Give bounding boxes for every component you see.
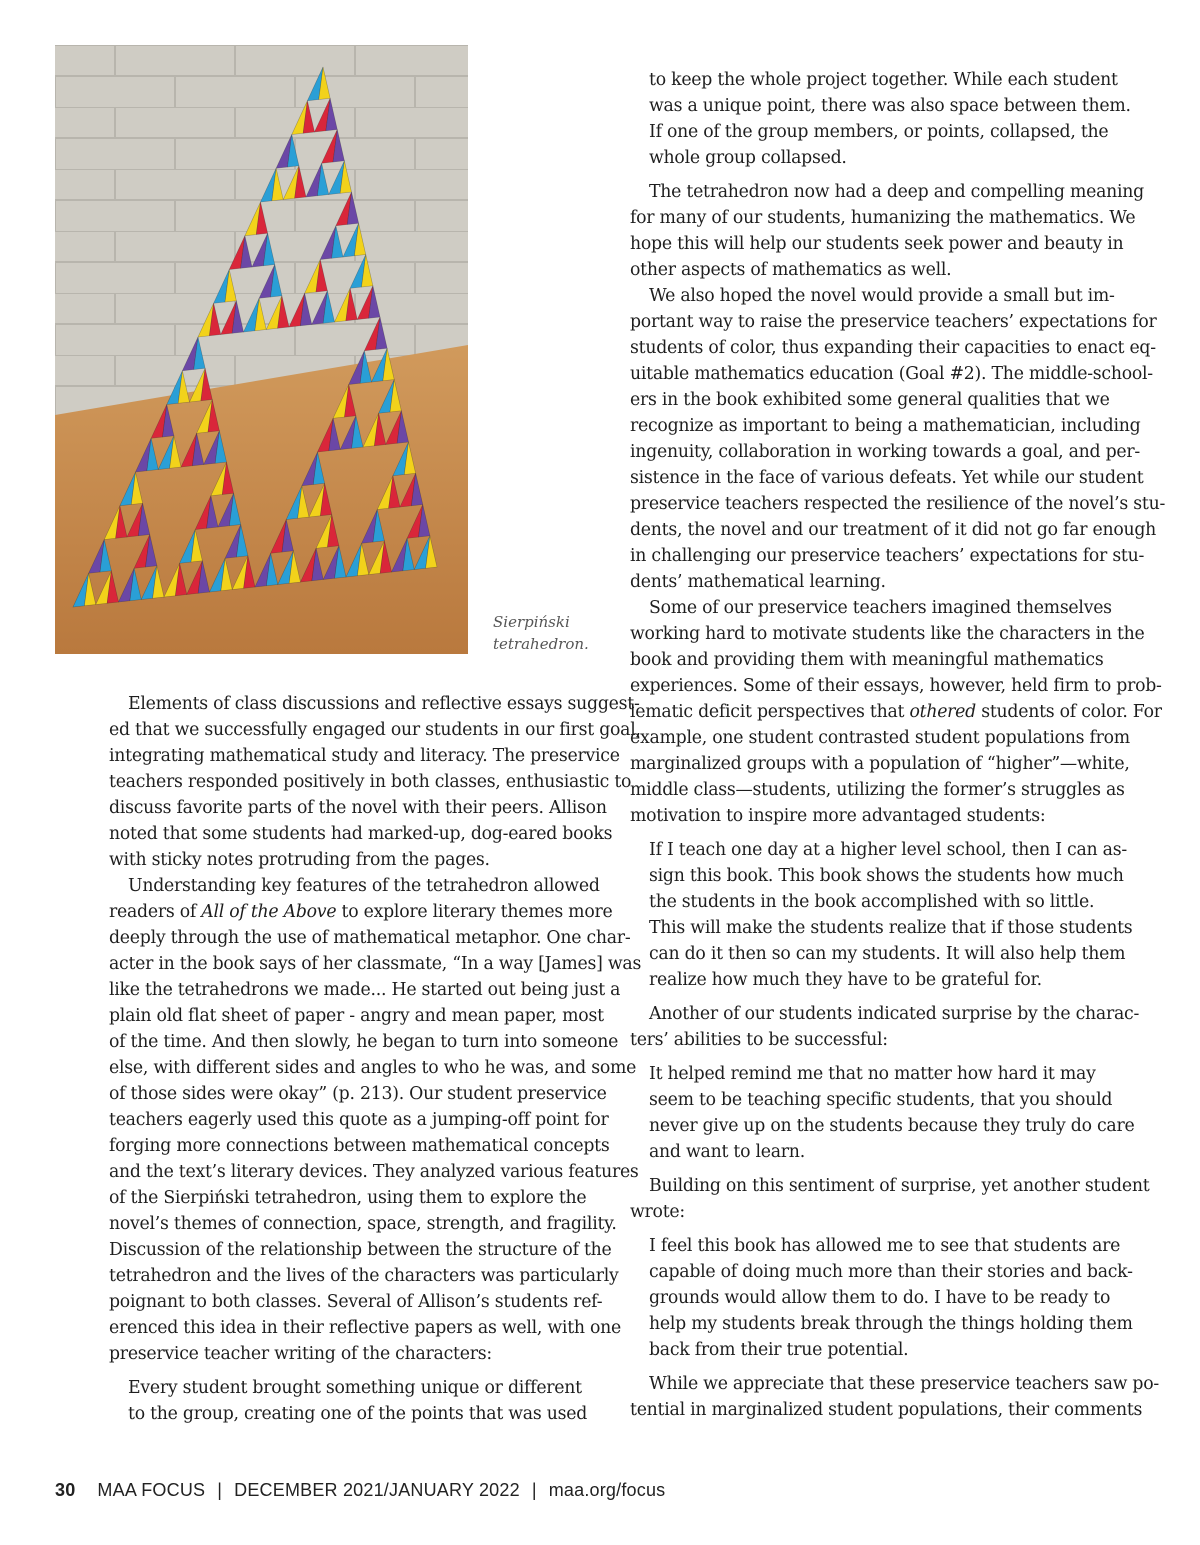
text-line: readers of All of the Above to explore literary themes more — [109, 902, 613, 922]
paragraph — [630, 1001, 1140, 1053]
text-line: students of color, thus expanding their capacities to enact eq- — [630, 338, 1156, 358]
text-line: other aspects of mathematics as well. — [630, 260, 952, 280]
text-line: integrating mathematical study and literacy. The preservice — [109, 746, 620, 766]
text-line: can do it then so can my students. It will also help them — [649, 944, 1126, 964]
block-quote — [630, 1233, 1133, 1363]
text-line: sistence in the face of various defeats. Yet while our student — [630, 468, 1144, 488]
text-line: else, with different sides and angles to who he was, and some — [109, 1058, 637, 1078]
text-line: It helped remind me that no matter how hard it may — [649, 1064, 1096, 1084]
block-quote — [630, 1061, 1135, 1165]
paragraph — [630, 283, 1166, 595]
text-line: Every student brought something unique or different — [128, 1378, 582, 1398]
text-line: recognize as important to being a mathematician, including — [630, 416, 1141, 436]
publication-name: MAA FOCUS — [97, 1480, 206, 1500]
paragraph — [630, 179, 1144, 283]
text-line: capable of doing much more than their stories and back- — [649, 1262, 1133, 1282]
text-line: in challenging our preservice teachers’ expectations for stu- — [630, 546, 1145, 566]
text-line: Discussion of the relationship between the structure of the — [109, 1240, 612, 1260]
text-line: whole group collapsed. — [649, 148, 847, 168]
text-line: realize how much they have to be grateful for. — [649, 970, 1042, 990]
text-line: teachers eagerly used this quote as a jumping-off point for — [109, 1110, 609, 1130]
text-line: acter in the book says of her classmate, “In a way [James] was — [109, 954, 642, 974]
text-line: was a unique point, there was also space between them. — [649, 96, 1131, 116]
text-line: tetrahedron and the lives of the characters was particularly — [109, 1266, 619, 1286]
paragraph — [630, 1371, 1159, 1423]
text-line: teachers responded positively in both classes, enthusiastic to — [109, 772, 632, 792]
text-line: discuss favorite parts of the novel with their peers. Allison — [109, 798, 607, 818]
text-line: help my students break through the things holding them — [649, 1314, 1133, 1334]
text-line: marginalized groups with a population of “higher”—white, — [630, 754, 1130, 774]
text-line: ers in the book exhibited some general qualities that we — [630, 390, 1110, 410]
paragraph — [630, 1173, 1150, 1225]
text-line: book and providing them with meaningful mathematics — [630, 650, 1104, 670]
block-quote — [630, 67, 1130, 171]
text-line: dents, the novel and our treatment of it did not go far enough — [630, 520, 1157, 540]
text-line: I feel this book has allowed me to see that students are — [649, 1236, 1121, 1256]
text-line: ed that we successfully engaged our students in our first goal, — [109, 720, 641, 740]
text-line: and the text’s literary devices. They analyzed various features — [109, 1162, 639, 1182]
text-line: While we appreciate that these preservice teachers saw po- — [649, 1374, 1159, 1394]
text-line: tential in marginalized student populations, their comments — [630, 1400, 1143, 1420]
text-line: Understanding key features of the tetrahedron allowed — [128, 876, 600, 896]
text-line: motivation to inspire more advantaged students: — [630, 806, 1046, 826]
text-line: grounds would allow them to do. I have to be ready to — [649, 1288, 1111, 1308]
text-line: middle class—students, utilizing the former’s struggles as — [630, 780, 1125, 800]
text-line: sign this book. This book shows the students how much — [649, 866, 1124, 886]
text-line: with sticky notes protruding from the pages. — [109, 850, 490, 870]
text-line: experiences. Some of their essays, however, held firm to prob- — [630, 676, 1162, 696]
right-column — [630, 67, 1166, 1423]
text-line: working hard to motivate students like the characters in the — [630, 624, 1145, 644]
text-line: If one of the group members, or points, collapsed, the — [649, 122, 1109, 142]
text-line: Elements of class discussions and reflective essays suggest- — [128, 694, 640, 714]
issue-date: DECEMBER 2021/JANUARY 2022 — [234, 1480, 520, 1500]
text-line: ters’ abilities to be successful: — [630, 1030, 888, 1050]
text-line: This will make the students realize that if those students — [649, 918, 1133, 938]
text-line: hope this will help our students seek power and beauty in — [630, 234, 1124, 254]
text-line: deeply through the use of mathematical metaphor. One char- — [109, 928, 631, 948]
left-column — [109, 691, 642, 1435]
text-line: preservice teachers respected the resilience of the novel’s stu- — [630, 494, 1166, 514]
text-line: never give up on the students because they truly do care — [649, 1116, 1135, 1136]
text-line: example, one student contrasted student populations from — [630, 728, 1130, 748]
text-line: The tetrahedron now had a deep and compelling meaning — [649, 182, 1144, 202]
text-line: preservice teacher writing of the characters: — [109, 1344, 492, 1364]
figure-caption: Sierpiński tetrahedron. — [493, 613, 589, 653]
text-line: Some of our preservice teachers imagined themselves — [649, 598, 1112, 618]
text-line: Another of our students indicated surprise by the charac- — [649, 1004, 1140, 1024]
paragraph — [109, 691, 641, 873]
text-line: novel’s themes of connection, space, strength, and fragility. — [109, 1214, 617, 1234]
text-line: We also hoped the novel would provide a small but im- — [649, 286, 1115, 306]
text-line: of the time. And then slowly, he began to turn into someone — [109, 1032, 619, 1052]
text-line: seem to be teaching specific students, that you should — [649, 1090, 1113, 1110]
text-line: dents’ mathematical learning. — [630, 572, 886, 592]
text-line: forging more connections between mathematical concepts — [109, 1136, 610, 1156]
text-line: of those sides were okay” (p. 213). Our student preservice — [109, 1084, 607, 1104]
text-line: If I teach one day at a higher level school, then I can as- — [649, 840, 1127, 860]
block-quote — [109, 1375, 609, 1427]
text-line: poignant to both classes. Several of Allison’s students ref- — [109, 1292, 603, 1312]
website-link[interactable]: maa.org/focus — [548, 1480, 666, 1500]
text-line: and want to learn. — [649, 1142, 805, 1162]
text-line: wrote: — [630, 1202, 685, 1222]
text-line: portant way to raise the preservice teachers’ expectations for — [630, 312, 1157, 332]
text-line: lematic deficit perspectives that othered students of color. For — [630, 702, 1162, 722]
text-line: erenced this idea in their reflective papers as well, with one — [109, 1318, 622, 1338]
text-line: uitable mathematics education (Goal #2). The middle-school- — [630, 364, 1153, 384]
text-line: the students in the book accomplished with so little. — [649, 892, 1095, 912]
footer-separator: | — [531, 1480, 537, 1500]
text-line: like the tetrahedrons we made... He started out being just a — [109, 980, 621, 1000]
page-footer — [55, 1480, 665, 1501]
text-line: back from their true potential. — [649, 1340, 909, 1360]
text-line: Building on this sentiment of surprise, yet another student — [649, 1176, 1150, 1196]
block-quote — [630, 837, 1133, 993]
paragraph — [109, 873, 642, 1367]
page-number: 30 — [55, 1480, 76, 1500]
text-line: noted that some students had marked-up, dog-eared books — [109, 824, 613, 844]
text-line: for many of our students, humanizing the mathematics. We — [630, 208, 1136, 228]
text-line: to the group, creating one of the points that was used — [128, 1404, 588, 1424]
footer-separator: | — [217, 1480, 223, 1500]
text-line: to keep the whole project together. While each student — [649, 70, 1118, 90]
text-line: ingenuity, collaboration in working towards a goal, and per- — [630, 442, 1140, 462]
text-line: of the Sierpiński tetrahedron, using them to explore the — [109, 1188, 587, 1208]
sierpinski-tetrahedron-photo — [55, 45, 468, 654]
paragraph — [630, 595, 1162, 829]
text-line: plain old flat sheet of paper - angry and mean paper, most — [109, 1006, 604, 1026]
